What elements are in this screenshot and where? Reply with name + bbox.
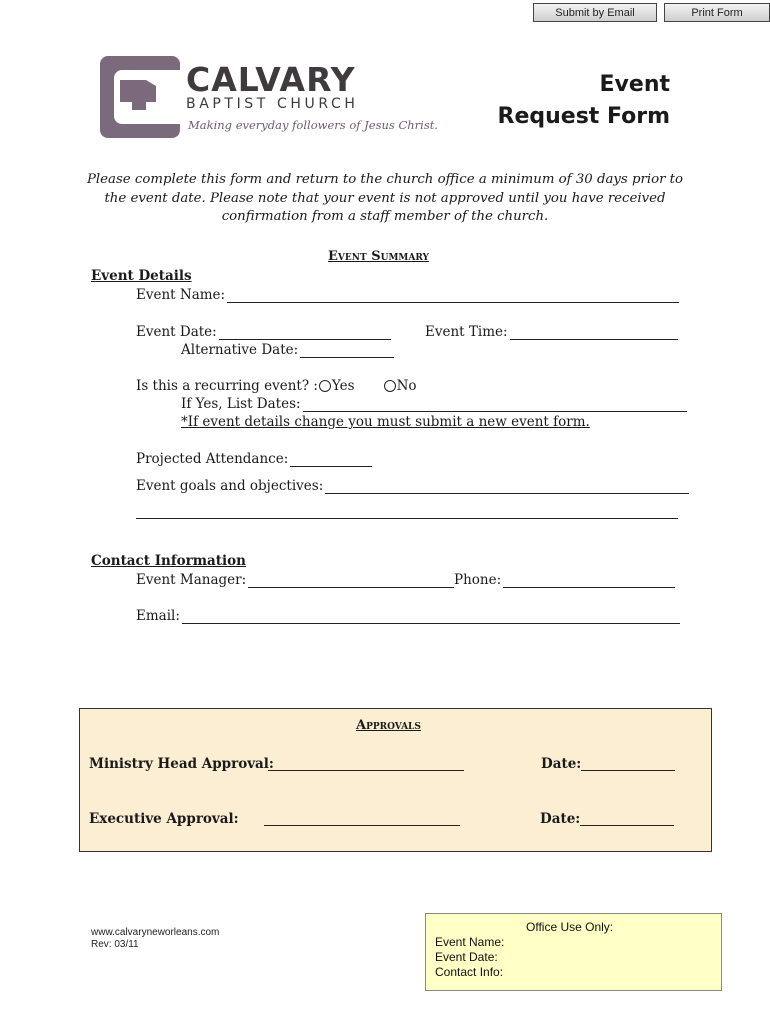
phone-input[interactable] (503, 574, 675, 588)
email-row (136, 608, 680, 624)
goals-input[interactable] (325, 480, 689, 494)
phone-label: Phone: (454, 572, 502, 588)
email-input[interactable] (182, 610, 680, 624)
recurring-yes-label: Yes (331, 378, 355, 394)
contact-info-heading: Contact Information (91, 553, 246, 569)
print-form-button[interactable]: Print Form (664, 3, 770, 22)
church-name: CALVARY (186, 60, 356, 99)
if-yes-label: If Yes, List Dates: (181, 396, 301, 412)
church-logo-icon (100, 56, 180, 138)
executive-date-label: Date: (540, 811, 581, 827)
alt-date-label: Alternative Date: (181, 342, 299, 358)
office-contact-info-label: Contact Info: (435, 965, 504, 979)
recurring-label: Is this a recurring event? : (136, 378, 318, 394)
ministry-approval-label: Ministry Head Approval: (89, 756, 274, 772)
office-event-date-label: Event Date: (435, 950, 498, 964)
event-date-label: Event Date: (136, 324, 217, 340)
alt-date-row (181, 342, 394, 358)
ministry-approval-input[interactable] (268, 756, 464, 771)
executive-approval-input[interactable] (264, 811, 460, 826)
event-date-row (136, 324, 391, 340)
office-event-name-label: Event Name: (435, 935, 505, 949)
recurring-no-label: No (396, 378, 417, 394)
manager-input[interactable] (248, 574, 454, 588)
event-name-row (136, 287, 679, 303)
attendance-row (136, 451, 372, 467)
executive-date-input[interactable] (580, 811, 674, 826)
event-time-input[interactable] (510, 326, 678, 340)
event-date-input[interactable] (219, 326, 391, 340)
recurring-no-radio[interactable] (384, 380, 396, 392)
change-note: *If event details change you must submit a new event form. (181, 414, 590, 430)
phone-row (454, 572, 675, 588)
form-title-line1: Event (599, 72, 670, 97)
alt-date-input[interactable] (300, 344, 394, 358)
executive-approval-label: Executive Approval: (89, 811, 239, 827)
attendance-input[interactable] (290, 453, 372, 467)
event-name-label: Event Name: (136, 287, 226, 303)
event-time-row (425, 324, 678, 340)
attendance-label: Projected Attendance: (136, 451, 289, 467)
recurring-row (136, 378, 417, 394)
goals-label: Event goals and objectives: (136, 478, 324, 494)
form-title-line2: Request Form (497, 104, 670, 129)
revision-text: Rev: 03/11 (91, 939, 139, 950)
submit-by-email-button[interactable]: Submit by Email (533, 3, 657, 22)
goals-input-line2[interactable] (136, 505, 678, 519)
recurring-yes-radio[interactable] (319, 380, 331, 392)
goals-row (136, 478, 689, 494)
if-yes-row (181, 396, 687, 412)
ministry-date-label: Date: (541, 756, 582, 772)
event-name-input[interactable] (227, 289, 679, 303)
intro-text: Please complete this form and return to the church office a minimum of 30 days prior to the event date. Please note that your event is not approved until you have received confirmation from a staff member of the church. (86, 172, 684, 224)
office-use-box (425, 913, 722, 991)
event-summary-heading: Event Summary (328, 249, 429, 264)
event-time-label: Event Time: (425, 324, 508, 340)
recurring-dates-input[interactable] (303, 398, 687, 412)
manager-row (136, 572, 454, 588)
ministry-date-input[interactable] (581, 756, 675, 771)
office-use-heading: Office Use Only: (526, 920, 614, 934)
church-subtitle: BAPTIST CHURCH (186, 96, 359, 112)
website-text: www.calvaryneworleans.com (91, 927, 220, 938)
approvals-heading: Approvals (356, 718, 421, 733)
event-details-heading: Event Details (91, 268, 192, 284)
email-label: Email: (136, 608, 180, 624)
church-tagline: Making everyday followers of Jesus Christ. (188, 118, 439, 132)
manager-label: Event Manager: (136, 572, 247, 588)
